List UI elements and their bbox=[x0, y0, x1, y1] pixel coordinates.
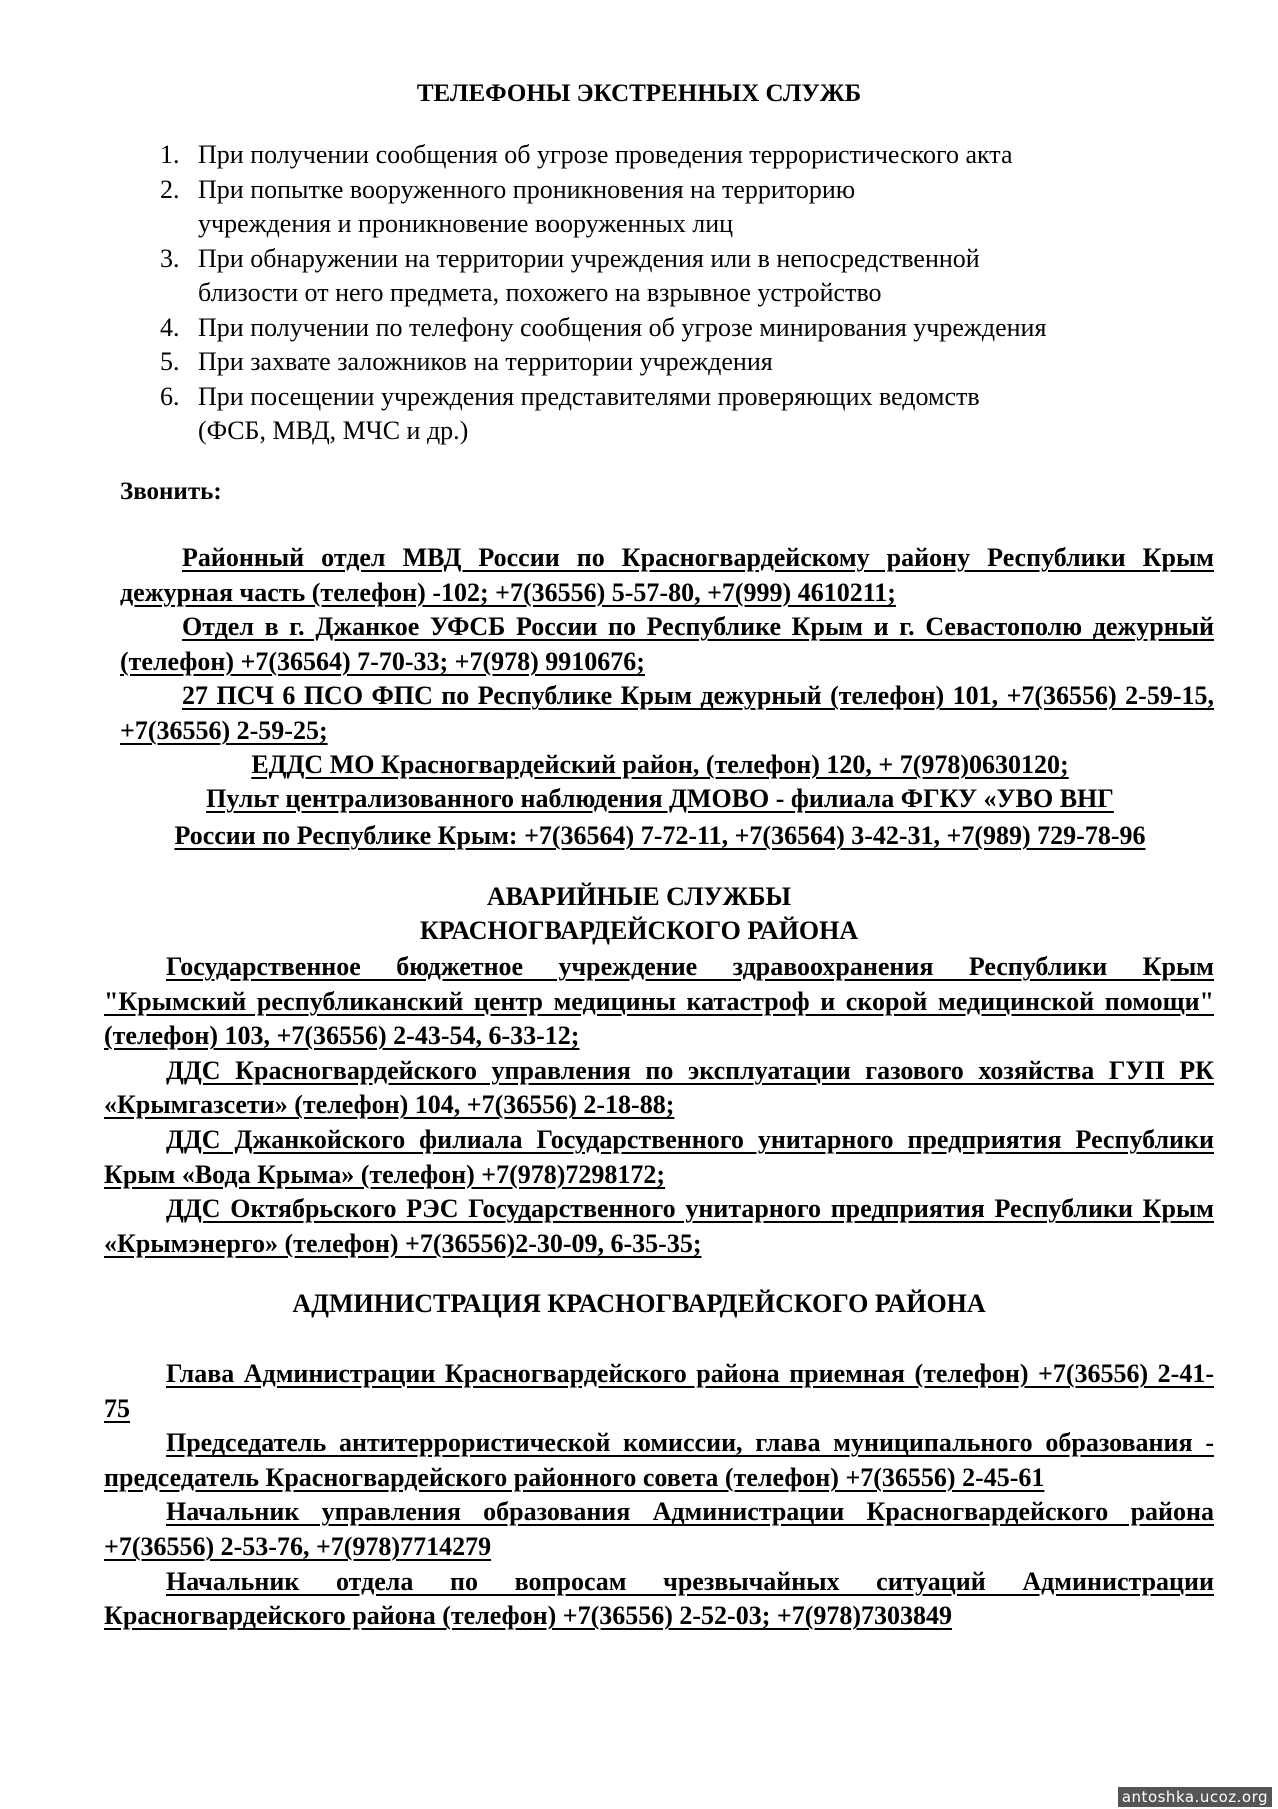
admin-block bbox=[104, 1357, 1214, 1634]
admin-entry: Начальник отдела по вопросам чрезвычайных ситуаций Администрации Красногвардейского района (телефон) +7(36556) 2-52-03; +7(978)7303849 bbox=[104, 1566, 1214, 1631]
contact-entry: Отдел в г. Джанкое УФСБ России по Республике Крым и г. Севастополю дежурный (телефон) +7(36564) 7-70-33; +7(978) 9910676; bbox=[120, 612, 1214, 676]
list-item-text: При попытке вооруженного проникновения на территорию учреждения и проникновение вооруженных лиц bbox=[198, 174, 856, 238]
list-item-number: 6. bbox=[160, 381, 180, 411]
list-item bbox=[160, 173, 1210, 242]
list-item-text: При захвате заложников на территории учреждения bbox=[198, 347, 773, 376]
list-item-text: При получении сообщения об угрозе проведения террористического акта bbox=[198, 140, 1013, 169]
emergency-entry: Государственное бюджетное учреждение здравоохранения Республики Крым "Крымский республиканский центр медицины катастроф и скорой медицинской помощи" (телефон) 103, +7(36556) 2-43-54, 6-33-12; bbox=[104, 952, 1214, 1051]
page-title: ТЕЛЕФОНЫ ЭКСТРЕННЫХ СЛУЖБ bbox=[416, 80, 862, 107]
emergency-entry: ДДС Октябрьского РЭС Государственного унитарного предприятия Республики Крым «Крымэнерго» (телефон) +7(36556)2-30-09, 6-35-35; bbox=[104, 1194, 1214, 1258]
emergency-section-subtitle: КРАСНОГВАРДЕЙСКОГО РАЙОНА bbox=[419, 916, 859, 945]
list-item-text: При обнаружении на территории учреждения или в непосредственной близости от него предмета, похожего на взрывное устройство bbox=[198, 243, 980, 307]
list-item-number: 5. bbox=[160, 347, 180, 376]
call-label: Звонить: bbox=[120, 478, 222, 505]
list-item bbox=[160, 380, 1210, 449]
contact-entry: Районный отдел МВД России по Красногвардейскому району Республики Крым дежурная часть (телефон) -102; +7(36556) 5-57-80, +7(999) 4610211; bbox=[120, 543, 1214, 607]
list-item-number: 2. bbox=[160, 174, 180, 204]
contact-entry-edds: ЕДДС МО Красногвардейский район, (телефон) 120, + 7(978)0630120; bbox=[251, 750, 1069, 779]
list-item-number: 3. bbox=[160, 243, 180, 273]
emergency-entry: ДДС Джанкойского филиала Государственного унитарного предприятия Республики Крым «Вода Крыма» (телефон) +7(978)7298172; bbox=[104, 1124, 1214, 1189]
contact-entry-monitoring-phones: России по Республике Крым: +7(36564) 7-72-11, +7(36564) 3-42-31, +7(989) 729-78-96 bbox=[174, 821, 1146, 850]
admin-section-title: АДМИНИСТРАЦИЯ КРАСНОГВАРДЕЙСКОГО РАЙОНА bbox=[292, 1289, 986, 1318]
list-item-text: При получении по телефону сообщения об угрозе минирования учреждения bbox=[198, 312, 1047, 342]
contacts-block bbox=[120, 541, 1214, 749]
emergency-entry: ДДС Красногвардейского управления по эксплуатации газового хозяйства ГУП РК «Крымгазсети» (телефон) 104, +7(36556) 2-18-88; bbox=[104, 1055, 1214, 1120]
list-item-number: 1. bbox=[160, 140, 180, 169]
list-item bbox=[160, 242, 1210, 311]
admin-entry: Председатель антитеррористической комиссии, глава муниципального образования - председатель Красногвардейского районного совета (телефон) +7(36556) 2-45-61 bbox=[104, 1428, 1214, 1492]
emergency-section-title: АВАРИЙНЫЕ СЛУЖБЫ bbox=[486, 882, 792, 911]
contact-entry-monitoring: Пульт централизованного наблюдения ДМОВО - филиала ФГКУ «УВО ВНГ bbox=[206, 784, 1114, 813]
admin-entry: Начальник управления образования Администрации Красногвардейского района +7(36556) 2-53-76, +7(978)7714279 bbox=[104, 1497, 1214, 1561]
list-item bbox=[160, 138, 1210, 173]
contact-entry: 27 ПСЧ 6 ПСО ФПС по Республике Крым дежурный (телефон) 101, +7(36556) 2-59-15, +7(36556) 2-59-25; bbox=[120, 681, 1214, 745]
admin-entry: Глава Администрации Красногвардейского района приемная (телефон) +7(36556) 2-41-75 bbox=[104, 1359, 1214, 1423]
list-item-text: При посещении учреждения представителями проверяющих ведомств (ФСБ, МВД, МЧС и др.) bbox=[198, 381, 980, 445]
list-item bbox=[160, 345, 1210, 380]
situations-list bbox=[160, 138, 1210, 449]
list-item-number: 4. bbox=[160, 312, 180, 342]
list-item bbox=[160, 311, 1210, 346]
emergency-block bbox=[104, 950, 1214, 1261]
watermark: antoshka.ucoz.org bbox=[1118, 1787, 1272, 1807]
